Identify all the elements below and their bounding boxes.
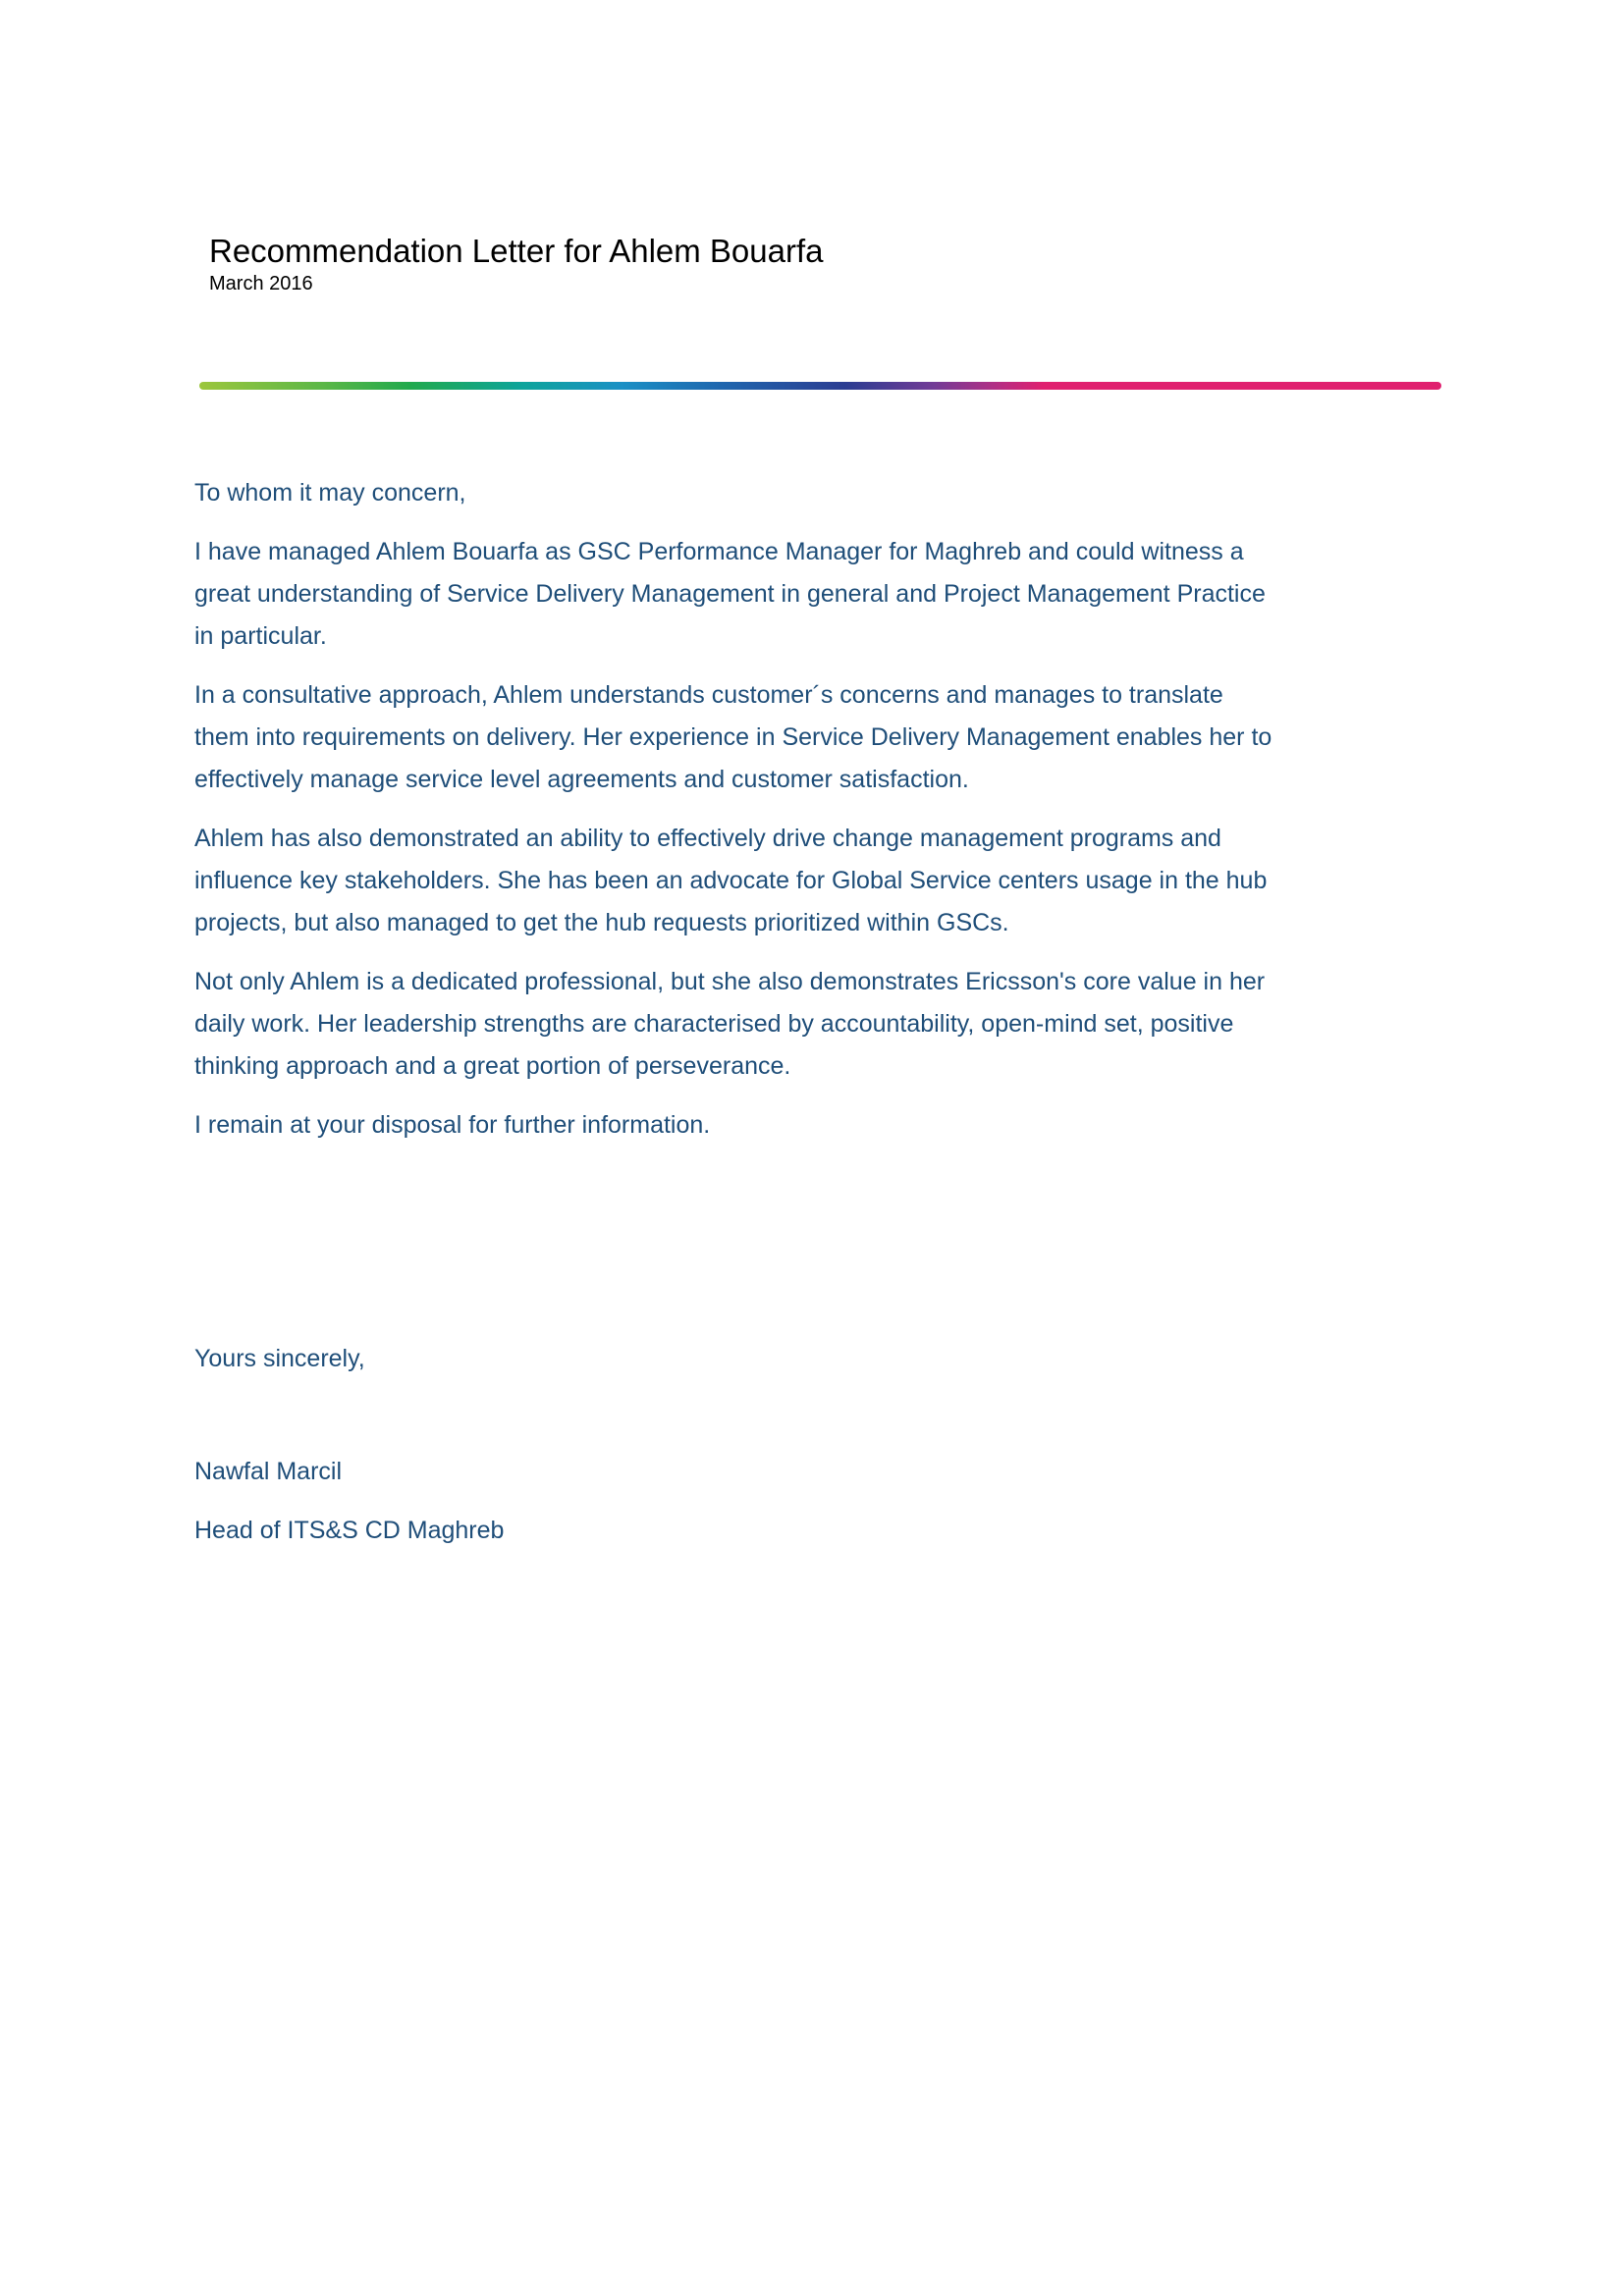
page-title: Recommendation Letter for Ahlem Bouarfa — [209, 233, 824, 269]
letter-body — [194, 472, 1471, 1569]
text-line: in particular. — [194, 622, 327, 650]
paragraph — [194, 961, 1471, 1088]
text-line: thinking approach and a great portion of perseverance. — [194, 1052, 791, 1080]
paragraph-salutation — [194, 472, 1471, 514]
text-line: effectively manage service level agreements and customer satisfaction. — [194, 766, 969, 793]
text-line: I have managed Ahlem Bouarfa as GSC Performance Manager for Maghreb and could witness a — [194, 538, 1244, 565]
document-header — [209, 232, 824, 296]
signature-name — [194, 1451, 1471, 1493]
text-line: Not only Ahlem is a dedicated professional, but she also demonstrates Ericsson's core value in her — [194, 968, 1266, 995]
text-line: projects, but also managed to get the hub requests prioritized within GSCs. — [194, 909, 1009, 936]
paragraph — [194, 674, 1471, 801]
paragraph — [194, 818, 1471, 944]
text-line: Head of ITS&S CD Maghreb — [194, 1517, 505, 1544]
text-line: influence key stakeholders. She has been an advocate for Global Service centers usage in the hub — [194, 867, 1268, 894]
text-line: daily work. Her leadership strengths are characterised by accountability, open-mind set, positive — [194, 1010, 1234, 1038]
gradient-divider-rule — [199, 382, 1441, 390]
signature-role — [194, 1510, 1471, 1552]
text-line: great understanding of Service Delivery Management in general and Project Management Practice — [194, 580, 1266, 608]
text-line: Nawfal Marcil — [194, 1458, 343, 1485]
paragraph-availability — [194, 1104, 1471, 1147]
paragraph — [194, 531, 1471, 658]
text-line: them into requirements on delivery. Her experience in Service Delivery Management enables her to — [194, 723, 1272, 751]
page-subtitle: March 2016 — [209, 273, 313, 294]
text-line: Yours sincerely, — [194, 1345, 365, 1372]
text-line: I remain at your disposal for further information. — [194, 1111, 711, 1139]
text-line: To whom it may concern, — [194, 479, 466, 507]
signoff — [194, 1338, 1471, 1380]
text-line: Ahlem has also demonstrated an ability to effectively drive change management programs and — [194, 825, 1221, 852]
text-line: In a consultative approach, Ahlem understands customer´s concerns and manages to translate — [194, 681, 1223, 709]
